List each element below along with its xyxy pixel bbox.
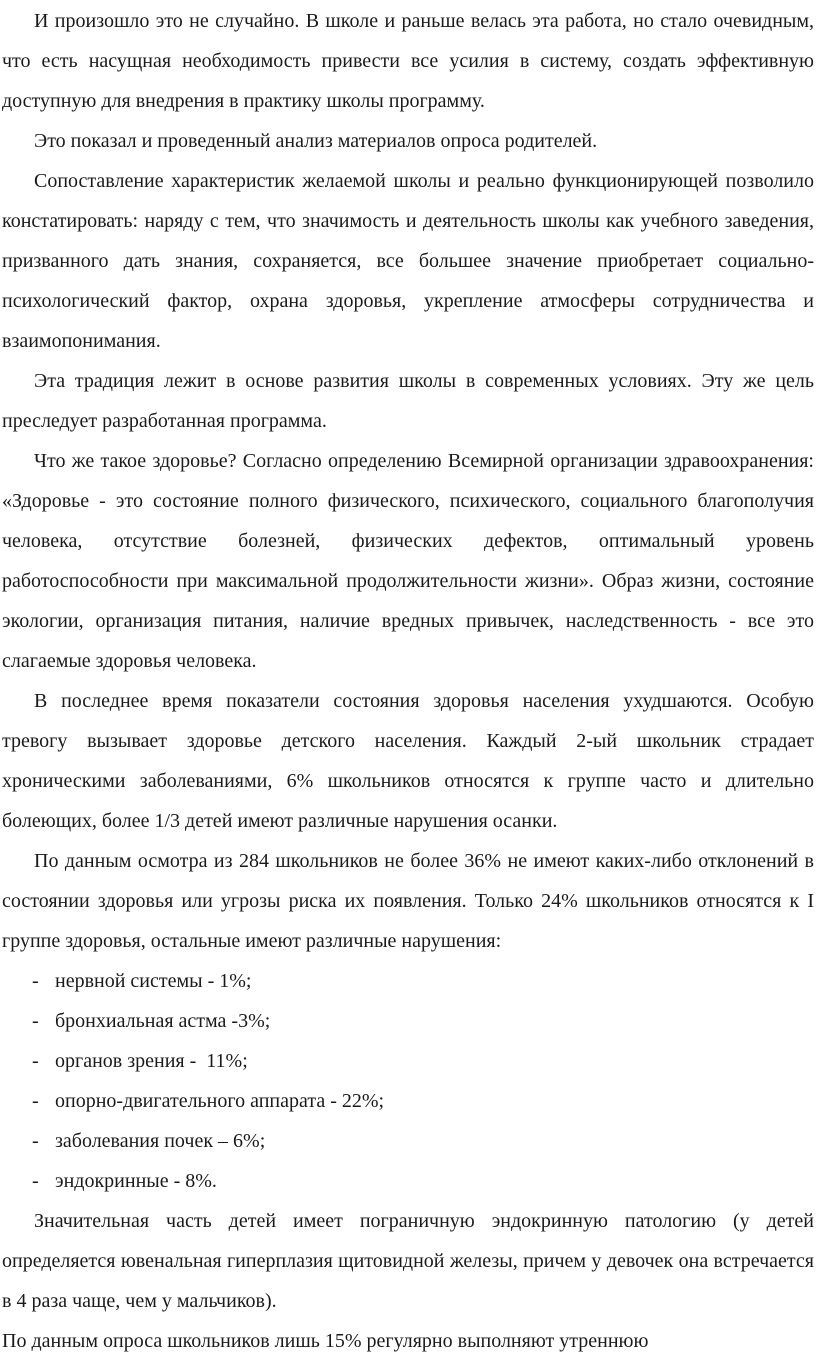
list-item (2, 1001, 814, 1041)
list-item (2, 1081, 814, 1121)
list-item-text: заболевания почек – 6%; (55, 1130, 266, 1152)
list-item (2, 1161, 814, 1201)
list-item (2, 1041, 814, 1081)
paragraph-2: Это показал и проведенный анализ материалов опроса родителей. (34, 130, 598, 152)
paragraph-7: По данным осмотра из 284 школьников не более 36% не имеют каких-либо отклонений в состоянии здоровья или угрозы риска их появления. Только 24% школьников относятся к I группе здоровья, остальные имеют различные нарушения: (2, 850, 814, 952)
list-item-text: бронхиальная астма -3%; (55, 1010, 271, 1032)
paragraph-5: Что же такое здоровье? Согласно определению Всемирной организации здравоохранения: «Здоровье - это состояние полного физического, психического, социального благополучия человека, отсутствие болезней, физических дефектов, оптимальный уровень работоспособности при максимальной продолжительности жизни». Образ жизни, состояние экологии, организация питания, наличие вредных привычек, наследственность - все это слагаемые здоровья человека. (2, 450, 814, 672)
list-marker: - (32, 1130, 39, 1152)
paragraph-after-list: Значительная часть детей имеет пограничную эндокринную патологию (у детей определяется ювенальная гиперплазия щитовидной железы, причем у девочек она встречается в 4 раза чаще, чем у мальчиков). (2, 1210, 814, 1312)
list-marker: - (32, 1010, 39, 1032)
list-item-text: эндокринные - 8%. (55, 1170, 217, 1192)
paragraph-1: И произошло это не случайно. В школе и раньше велась эта работа, но стало очевидным, что есть насущная необходимость привести все усилия в систему, создать эффективную доступную для внедрения в практику школы программу. (2, 10, 814, 112)
paragraph-4: Эта традиция лежит в основе развития школы в современных условиях. Эту же цель преследует разработанная программа. (2, 370, 814, 432)
list-marker: - (32, 1170, 39, 1192)
list-marker: - (32, 1050, 39, 1072)
diagnosis-list (2, 961, 814, 1201)
paragraph-6: В последнее время показатели состояния здоровья населения ухудшаются. Особую тревогу вызывает здоровье детского населения. Каждый 2-ый школьник страдает хроническими заболеваниями, 6% школьников относятся к группе часто и длительно болеющих, более 1/3 детей имеют различные нарушения осанки. (2, 690, 814, 832)
list-item (2, 961, 814, 1001)
list-marker: - (32, 1090, 39, 1112)
list-item-text: опорно-двигательного аппарата - 22%; (55, 1090, 385, 1112)
list-marker: - (32, 970, 39, 992)
list-item-text: нервной системы - 1%; (55, 970, 252, 992)
paragraph-last-line: По данным опроса школьников лишь 15% регулярно выполняют утреннюю (2, 1330, 649, 1352)
list-item-text: органов зрения - 11%; (55, 1050, 248, 1072)
list-item (2, 1121, 814, 1161)
paragraph-3: Сопоставление характеристик желаемой школы и реально функционирующей позволило констатировать: наряду с тем, что значимость и деятельность школы как учебного заведения, призванного дать знания, сохраняется, все большее значение приобретает социально-психологический фактор, охрана здоровья, укрепление атмосферы сотрудничества и взаимопонимания. (2, 170, 814, 352)
